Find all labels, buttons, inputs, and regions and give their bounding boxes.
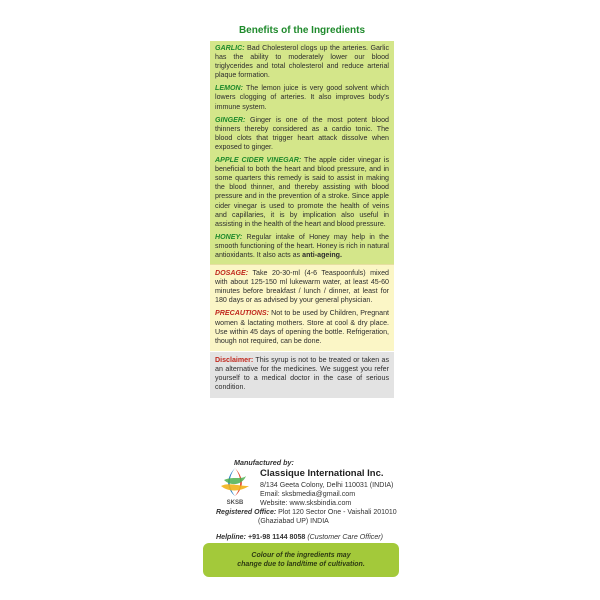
- disclaimer-text: [215, 356, 389, 392]
- benefit-garlic: [215, 44, 389, 80]
- manufactured-by-label: Manufactured by:: [234, 458, 294, 467]
- benefit-text: The lemon juice is very good solvent which lowers clogging of arteries. It also improves body's immune system.: [215, 84, 389, 111]
- helpline-label: Helpline:: [216, 533, 246, 541]
- company-email[interactable]: Email: sksbmedia@gmail.com: [260, 490, 356, 498]
- dosage-body: Take 20-30-ml (4-6 Teaspoonfuls) mixed with about 125-150 ml lukewarm water, at least 45-60 minutes before breakfast / lunch / dinner, at least for 180 days or as advised by your general physician.: [215, 269, 389, 305]
- helpline: [216, 533, 383, 541]
- helpline-number[interactable]: +91-98 1144 8058: [245, 533, 306, 541]
- benefit-text: Bad Cholesterol clogs up the arteries. Garlic has the ability to moderately lower our blood triglycerides and total cholesterol and reduce arterial plaque formation.: [215, 44, 389, 80]
- dosage-key: DOSAGE:: [215, 269, 249, 278]
- company-website[interactable]: Website: www.sksbindia.com: [260, 499, 352, 507]
- benefit-text: Ginger is one of the most potent blood thinners thereby considered as a cardio tonic. The blood clots that trigger heart attack dissolve when exposed to ginger.: [215, 115, 389, 151]
- sksb-logo-icon: [216, 466, 254, 506]
- registered-label: Registered Office:: [216, 509, 277, 516]
- section-title: Benefits of the Ingredients: [238, 25, 366, 36]
- benefit-key: GARLIC:: [215, 44, 245, 52]
- benefit-key: GINGER:: [215, 115, 246, 124]
- registered-line2: (Ghaziabad UP) INDIA: [258, 518, 329, 525]
- dosage-text: [215, 269, 389, 305]
- cultivation-note: [203, 543, 399, 577]
- company-name: Classique International Inc.: [260, 468, 384, 479]
- disclaimer-body: This syrup is not to be treated or taken as an alternative for the medicines. We suggest you refer yourself to a medical doctor in the case of serious condition.: [215, 355, 389, 392]
- benefit-key: HONEY:: [215, 232, 243, 241]
- benefit-key: LEMON:: [215, 84, 243, 93]
- logo-text: SKSB: [226, 500, 244, 506]
- benefit-bold-tail: anti-ageing.: [302, 250, 342, 259]
- benefit-lemon: [215, 84, 389, 111]
- benefit-text: The apple cider vinegar is beneficial to both the heart and blood pressure, and in some quarters this remedy is said to assist in making the blood thinner, and thereby assisting with blood pressure and in the prevention of a stroke. Since apple cider vinegar is used to promote the health of veins and capillaries, it is by implication also useful in assisting in the health of the heart and blood pressure.: [215, 156, 389, 228]
- registered-office: [216, 508, 402, 526]
- precautions-body: Not to be used by Children, Pregnant women & lactating mothers. Store at cool & dry place. Use within 45 days of opening the bottle. Refrigeration, though not required, can be done.: [215, 309, 389, 345]
- benefit-apple-cider-vinegar: [215, 156, 389, 229]
- company-address: 8/134 Geeta Colony, Delhi 110031 (INDIA): [260, 481, 394, 489]
- disclaimer-section: [210, 352, 394, 398]
- dosage-section: [210, 264, 394, 351]
- helpline-note: (Customer Care Officer): [305, 533, 383, 541]
- precautions-text: [215, 309, 389, 345]
- benefit-text: Regular intake of Honey may help in the smooth functioning of the heart. Honey is rich in natural antioxidants. It also acts as: [215, 232, 389, 259]
- benefit-ginger: [215, 116, 389, 152]
- note-line1: Colour of the ingredients may: [251, 552, 351, 559]
- disclaimer-key: Disclaimer:: [215, 355, 254, 364]
- benefit-key: APPLE CIDER VINEGAR:: [215, 156, 302, 165]
- note-line2: change due to land/time of cultivation.: [237, 561, 365, 568]
- registered-line1: Plot 120 Sector One - Vaishali 201010: [276, 509, 397, 516]
- precautions-key: PRECAUTIONS:: [215, 309, 269, 318]
- label-panel: [210, 24, 394, 398]
- benefits-section: [210, 41, 394, 264]
- benefit-honey: [215, 233, 389, 260]
